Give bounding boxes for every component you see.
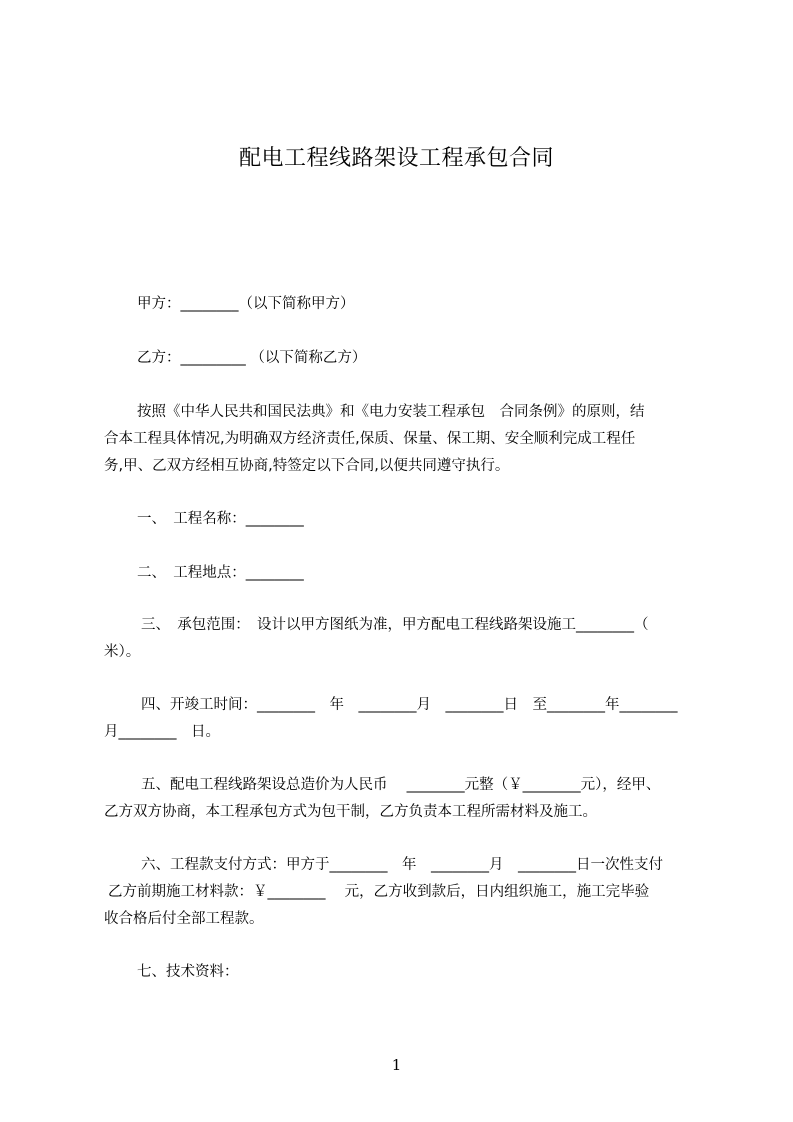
section-4-line-2: 月________ 日。: [104, 724, 220, 740]
section-6-line-2: 乙方前期施工材料款：￥________ 元，乙方收到款后，日内组织施工，施工完毕验: [108, 884, 650, 900]
section-4-line-1: 四、开竣工时间：________ 年 ________月 ________日 至________年________: [141, 697, 678, 713]
party-b-line: 乙方：_________ （以下简称乙方）: [137, 350, 367, 366]
section-7-technical-docs: 七、技术资料：: [137, 964, 239, 980]
intro-line-2: 合本工程具体情况,为明确双方经济责任,保质、保量、保工期、安全顺利完成工程任: [104, 431, 636, 447]
section-1-project-name: 一、 工程名称：________: [137, 511, 304, 527]
section-6-line-1: 六、工程款支付方式：甲方于________ 年 ________月 ________日一次性支付: [141, 857, 663, 873]
intro-line-3: 务,甲、乙双方经相互协商,特签定以下合同,以便共同遵守执行。: [104, 458, 510, 474]
section-2-project-location: 二、 工程地点：________: [137, 565, 304, 581]
section-3-line-2: 米）。: [104, 644, 141, 660]
section-5-line-1: 五、配电工程线路架设总造价为人民币 ________元整（￥________元），经甲、: [141, 777, 661, 793]
page-number: 1: [391, 1056, 402, 1074]
section-5-line-2: 乙方双方协商，本工程承包方式为包干制，乙方负责本工程所需材料及施工。: [104, 804, 597, 820]
section-3-line-1: 三、 承包范围： 设计以甲方图纸为准，甲方配电工程线路架设施工________（: [141, 617, 649, 633]
intro-line-1: 按照《中华人民共和国民法典》和《电力安装工程承包 合同条例》的原则，结: [137, 404, 645, 420]
section-6-line-3: 收合格后付全部工程款。: [104, 911, 264, 927]
party-a-line: 甲方：________（以下简称甲方）: [137, 296, 355, 312]
document-title: 配电工程线路架设工程承包合同: [238, 146, 554, 171]
